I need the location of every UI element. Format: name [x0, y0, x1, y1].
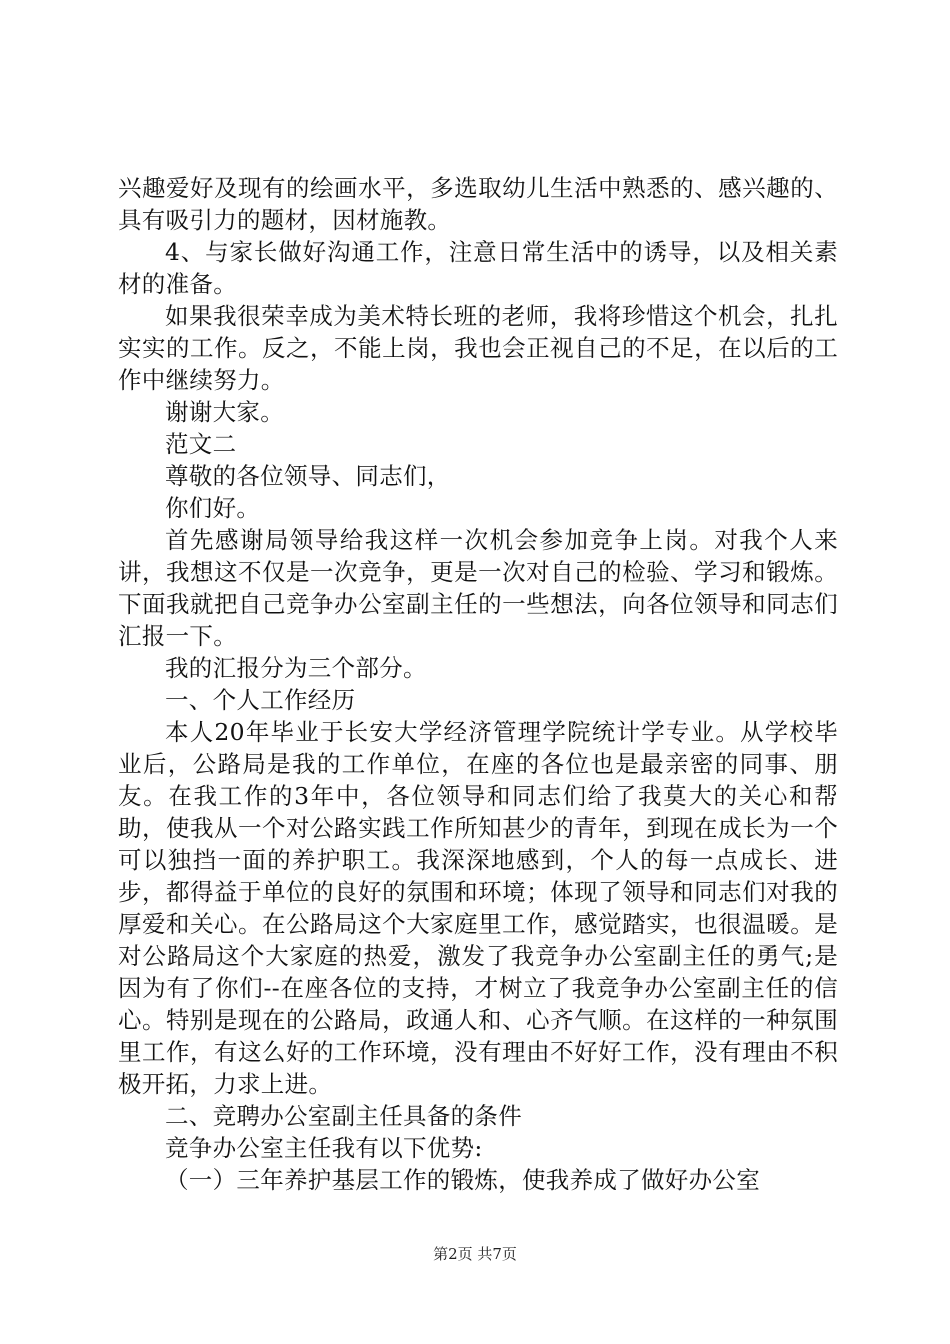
paragraph-2: 4、与家长做好沟通工作，注意日常生活中的诱导，以及相关素材的准备。 — [118, 238, 838, 298]
paragraph-10: 一、个人工作经历 — [165, 686, 356, 714]
paragraph-1: 兴趣爱好及现有的绘画水平，多选取幼儿生活中熟悉的、感兴趣的、具有吸引力的题材，因材施教。 — [118, 174, 838, 234]
page-number-label: 第2页 共7页 — [433, 1245, 517, 1263]
page-footer — [0, 1244, 950, 1264]
paragraph-7: 你们好。 — [165, 494, 261, 522]
paragraph-4: 谢谢大家。 — [165, 398, 284, 426]
paragraph-8: 首先感谢局领导给我这样一次机会参加竞争上岗。对我个人来讲，我想这不仅是一次竞争，更是一次对自己的检验、学习和锻炼。下面我就把自己竞争办公室副主任的一些想法，向各位领导和同志们汇报一下。 — [118, 526, 838, 650]
paragraph-5: 范文二 — [165, 430, 237, 458]
paragraph-3: 如果我很荣幸成为美术特长班的老师，我将珍惜这个机会，扎扎实实的工作。反之，不能上岗，我也会正视自己的不足，在以后的工作中继续努力。 — [118, 302, 838, 394]
paragraph-6: 尊敬的各位领导、同志们， — [165, 462, 451, 490]
document-body — [118, 172, 838, 1196]
paragraph-11: 本人20年毕业于长安大学经济管理学院统计学专业。从学校毕业后，公路局是我的工作单位，在座的各位也是最亲密的同事、朋友。在我工作的3年中，各位领导和同志们给了我莫大的关心和帮助，使我从一个对公路实践工作所知甚少的青年，到现在成长为一个可以独挡一面的养护职工。我深深地感到，个人的每一点成长、进步，都得益于单位的良好的氛围和环境；体现了领导和同志们对我的厚爱和关心。在公路局这个大家庭里工作，感觉踏实，也很温暖。是对公路局这个大家庭的热爱，激发了我竞争办公室副主任的勇气;是因为有了你们--在座各位的支持，才树立了我竞争办公室副主任的信心。特别是现在的公路局，政通人和、心齐气顺。在这样的一种氛围里工作，有这么好的工作环境，没有理由不好好工作，没有理由不积极开拓，力求上进。 — [118, 718, 838, 1098]
paragraph-14: （一）三年养护基层工作的锻炼，使我养成了做好办公室 — [165, 1166, 760, 1194]
paragraph-13: 竞争办公室主任我有以下优势: — [165, 1134, 483, 1162]
paragraph-12: 二、竞聘办公室副主任具备的条件 — [165, 1102, 522, 1130]
paragraph-9: 我的汇报分为三个部分。 — [165, 654, 427, 682]
